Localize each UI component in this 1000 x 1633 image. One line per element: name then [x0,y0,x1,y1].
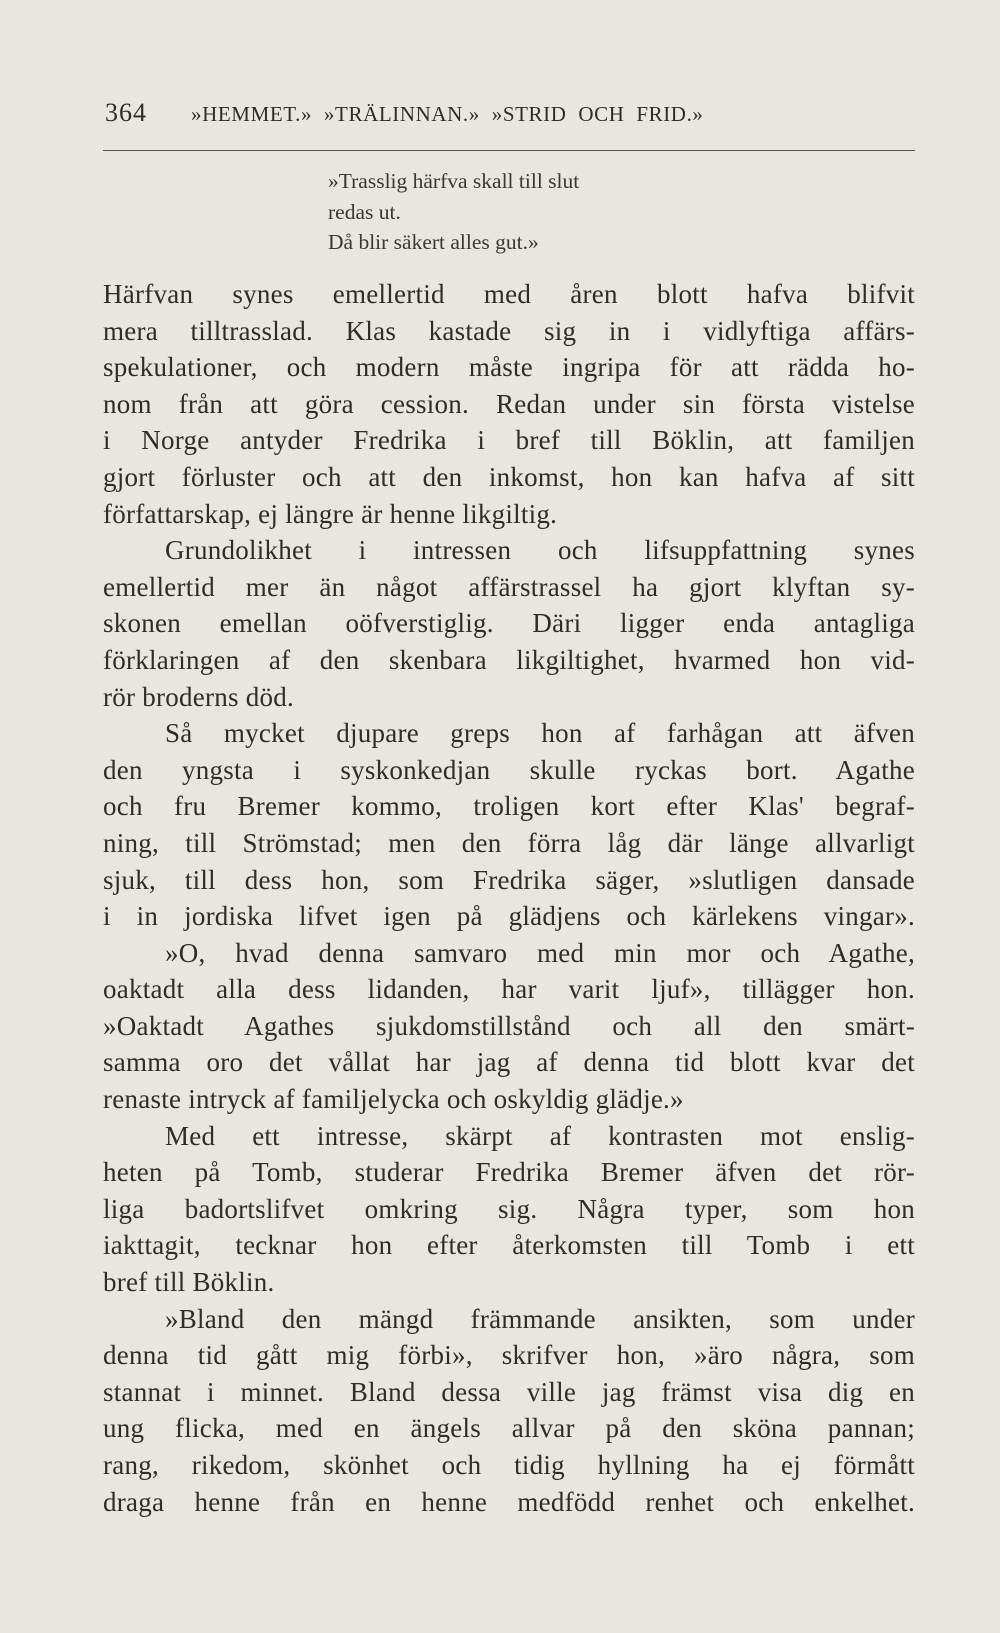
text-line: liga badortslifvet omkring sig. Några typer, som hon [103,1193,915,1224]
text-line: rang, rikedom, skönhet och tidig hyllning ha ej förmått [103,1450,915,1480]
text-line: Härfvan synes emellertid med åren blott hafva blifvit [103,279,915,309]
body-text [103,276,915,1520]
verse-line: redas ut. [328,199,401,224]
text-line: »Oaktadt Agathes sjukdomstillstånd och all den smärt- [103,1010,915,1041]
running-title: »HEMMET.» »TRÄLINNAN.» »STRID OCH FRID.» [191,102,704,126]
header-rule [103,150,915,151]
text-line: spekulationer, och modern måste ingripa för att rädda ho- [103,352,915,383]
verse-line: Då blir säkert alles gut.» [328,230,539,254]
text-line: författarskap, ej längre är henne likgiltig. [103,498,558,529]
text-line: »O, hvad denna samvaro med min mor och Agathe, [165,937,915,968]
page-header [105,98,915,132]
verse-quote [328,166,728,258]
text-line: den yngsta i syskonkedjan skulle ryckas bort. Agathe [103,754,915,785]
verse-line: »Trasslig härfva skall till slut [328,169,580,193]
text-line: i Norge antyder Fredrika i bref till Böklin, att familjen [103,425,915,456]
text-line: samma oro det vållat har jag af denna tid blott kvar det [103,1047,915,1078]
text-line: ung flicka, med en ängels allvar på den sköna pannan; [103,1413,915,1444]
text-line: Grundolikhet i intressen och lifsuppfattning synes [165,535,915,566]
text-line: sjuk, till dess hon, som Fredrika säger, »slutligen dansade [103,864,915,895]
text-line: i in jordiska lifvet igen på glädjens och kärlekens vingar». [103,901,915,932]
text-line: Så mycket djupare greps hon af farhågan att äfven [165,718,915,749]
text-line: gjort förluster och att den inkomst, hon kan hafva af sitt [103,461,915,492]
text-line: nom från att göra cession. Redan under sin första vistelse [103,388,915,419]
text-line: oaktadt alla dess lidanden, har varit ljuf», tillägger hon. [103,974,915,1005]
text-line: skonen emellan oöfverstiglig. Däri ligger enda antagliga [103,608,915,639]
text-line: iakttagit, tecknar hon efter återkomsten till Tomb i ett [103,1230,915,1261]
text-line: »Bland den mängd främmande ansikten, som under [165,1303,915,1334]
text-line: emellertid mer än något affärstrassel ha gjort klyftan sy- [103,571,915,602]
text-line: denna tid gått mig förbi», skrifver hon, »äro några, som [103,1340,915,1371]
text-line: stannat i minnet. Bland dessa ville jag främst visa dig en [103,1376,915,1407]
text-line: ning, till Strömstad; men den förra låg där länge allvarligt [103,827,915,858]
page-number: 364 [105,98,147,127]
text-line: mera tilltrasslad. Klas kastade sig in i vidlyftiga affärs- [103,315,915,346]
text-line: heten på Tomb, studerar Fredrika Bremer äfven det rör- [103,1157,915,1188]
text-line: renaste intryck af familjelycka och oskyldig glädje.» [103,1084,684,1115]
text-line: och fru Bremer kommo, troligen kort efter Klas' begraf- [103,791,915,822]
text-line: förklaringen af den skenbara likgiltighet, hvarmed hon vid- [103,644,915,675]
text-line: rör broderns död. [103,681,294,712]
text-line: Med ett intresse, skärpt af kontrasten mot enslig- [165,1120,915,1151]
text-line: draga henne från en henne medfödd renhet och enkelhet. [103,1486,915,1517]
text-line: bref till Böklin. [103,1267,275,1298]
